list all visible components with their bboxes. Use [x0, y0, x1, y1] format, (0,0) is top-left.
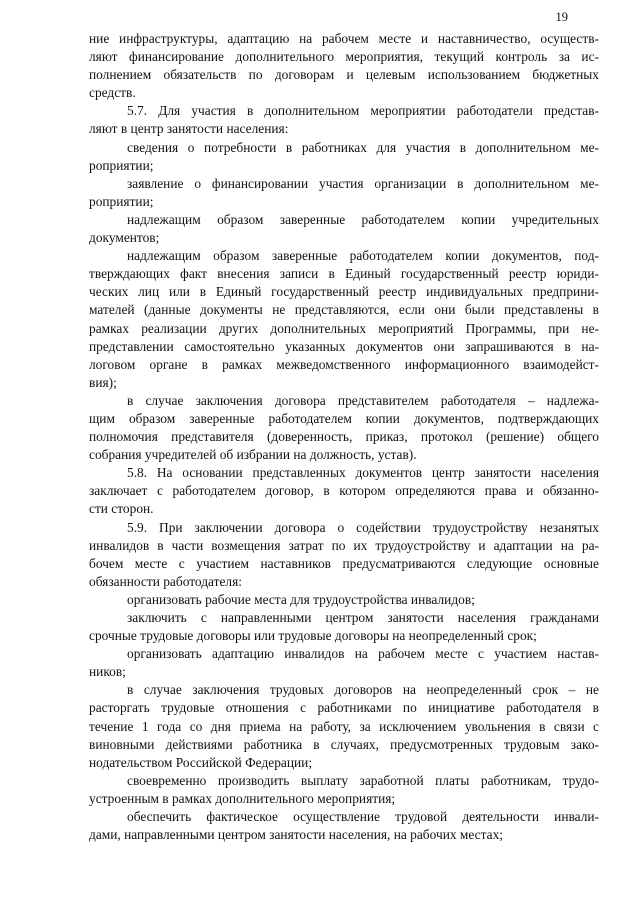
text-line: дами, направленными центром занятости населения, на рабочих местах;: [89, 827, 503, 843]
text-line: сти сторон.: [89, 501, 154, 517]
text-line: мателей (данные документы не представляются, если они были представлены в: [89, 302, 599, 318]
text-line: документов;: [89, 230, 160, 246]
text-line: сведения о потребности в работниках для участия в дополнительном ме-: [127, 139, 599, 155]
text-line: роприятии;: [89, 193, 154, 209]
text-line: в случае заключения трудовых договоров на неопределенный срок – не: [127, 682, 599, 698]
text-line: 5.8. На основании представленных документов центр занятости населения: [127, 465, 599, 481]
text-line: средств.: [89, 85, 136, 101]
text-line: тверждающих факт внесения записи в Единый государственный реестр юриди-: [89, 266, 599, 282]
text-line: течение 1 года со дня приема на работу, за исключением увольнения в связи с: [89, 718, 599, 734]
text-line: рамках реализации других дополнительных мероприятий Программы, при не-: [89, 320, 599, 336]
text-line: логовом органе в рамках межведомственного информационного взаимодейст-: [89, 356, 599, 372]
text-line: вия);: [89, 374, 117, 390]
text-line: ние инфраструктуры, адаптацию на рабочем месте и наставничество, осуществ-: [89, 31, 599, 46]
text-line: обеспечить фактическое осуществление трудовой деятельности инвали-: [127, 809, 599, 825]
text-line: организовать рабочие места для трудоустройства инвалидов;: [127, 591, 475, 607]
text-line: полнением обязательств по договорам и целевым использованием бюджетных: [89, 67, 599, 83]
text-line: инвалидов в части возмещения затрат по их трудоустройству и адаптации на ра-: [89, 537, 599, 553]
document-body: [89, 30, 599, 844]
text-line: срочные трудовые договоры или трудовые договоры на неопределенный срок;: [89, 628, 537, 644]
text-line: виновными действиями работника в случаях, предусмотренных трудовым зако-: [89, 736, 599, 752]
text-line: заключить с направленными центром занятости населения гражданами: [127, 610, 599, 625]
text-line: 5.9. При заключении договора о содействии трудоустройству незанятых: [127, 519, 599, 535]
text-line: своевременно производить выплату заработной платы работникам, трудо-: [127, 772, 599, 788]
text-line: надлежащим образом заверенные работодателем копии документов, под-: [127, 248, 599, 264]
text-line: ческих лиц или в Единый государственный реестр индивидуальных предприни-: [89, 284, 599, 300]
text-line: 5.7. Для участия в дополнительном мероприятии работодатели представ-: [127, 103, 599, 119]
text-line: в случае заключения договора представителем работодателя – надлежа-: [127, 392, 599, 408]
text-line: надлежащим образом заверенные работодателем копии учредительных: [127, 211, 599, 227]
text-line: ляют финансирование дополнительного мероприятия, текущий контроль за ис-: [89, 49, 599, 65]
text-line: заключает с работодателем договор, в котором определяются права и обязанно-: [89, 483, 599, 499]
text-line: бочем месте с участием наставников предусматриваются следующие основные: [89, 555, 599, 571]
text-line: нодательством Российской Федерации;: [89, 754, 313, 770]
text-line: обязанности работодателя:: [89, 573, 242, 589]
text-line: устроенным в рамках дополнительного мероприятия;: [89, 790, 396, 806]
text-line: щим образом заверенные работодателем копии документов, подтверждающих: [89, 410, 599, 426]
text-line: ляют в центр занятости населения:: [89, 121, 289, 137]
text-line: роприятии;: [89, 157, 154, 173]
text-line: собрания учредителей об избрании на должность, устав).: [89, 447, 417, 463]
page-number: 19: [555, 10, 568, 24]
text-line: ников;: [89, 664, 126, 680]
text-line: представлении самостоятельно указанных документов они запрашиваются в на-: [89, 338, 599, 354]
text-line: организовать адаптацию инвалидов на рабочем месте с участием настав-: [127, 646, 599, 662]
text-line: полномочия представителя (доверенность, приказ, протокол (решение) общего: [89, 429, 599, 445]
text-line: заявление о финансировании участия организации в дополнительном ме-: [127, 175, 599, 191]
text-line: расторгать трудовые отношения с работниками по инициативе работодателя в: [89, 700, 599, 716]
